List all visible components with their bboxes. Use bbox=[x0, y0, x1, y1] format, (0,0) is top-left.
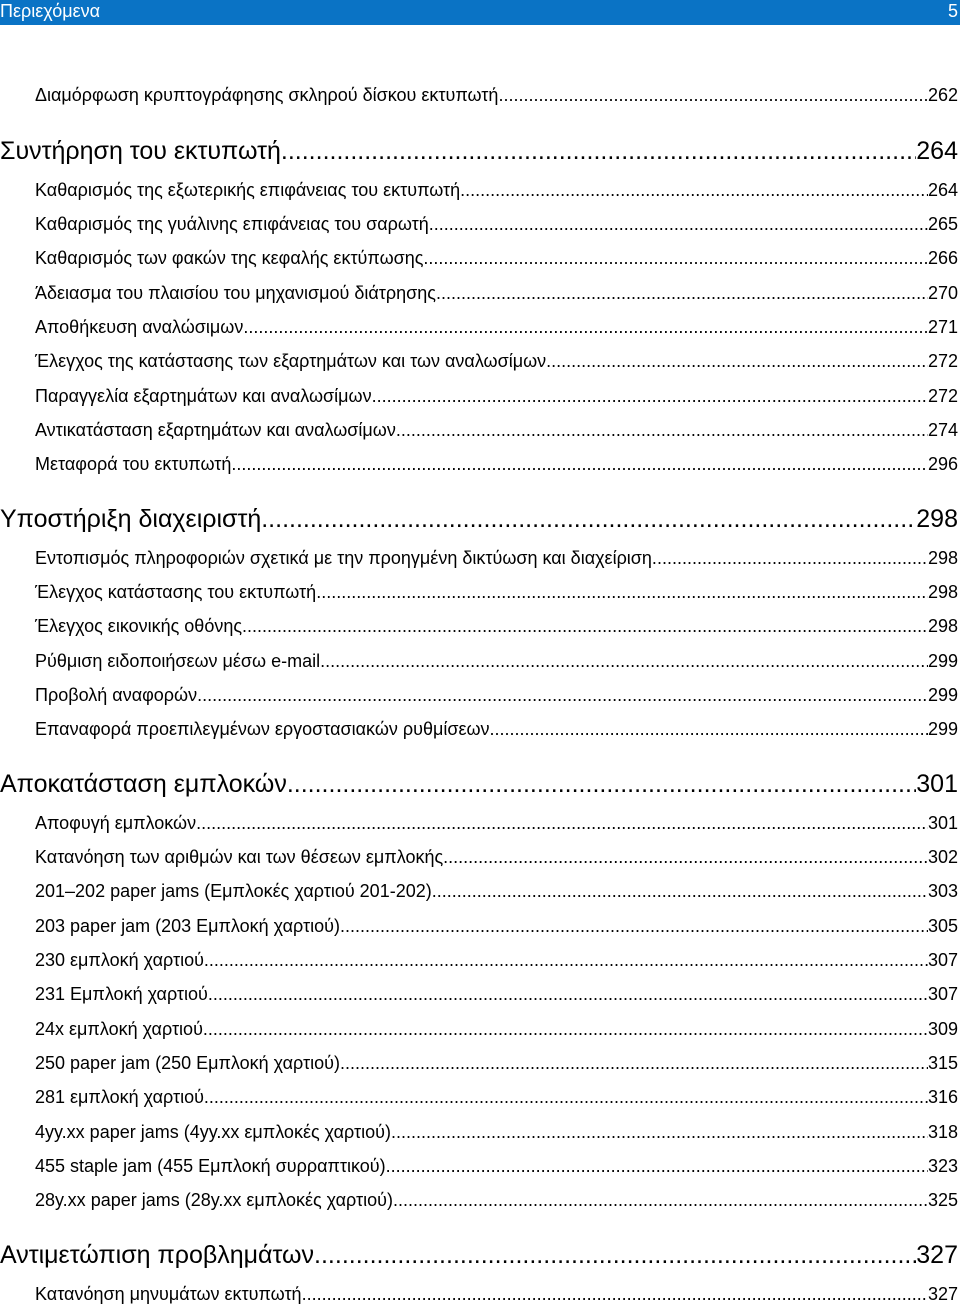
toc-label: 203 paper jam (203 Εμπλοκή χαρτιού) bbox=[35, 916, 340, 936]
toc-page-number: 266 bbox=[927, 248, 958, 268]
toc-page-number: 298 bbox=[927, 616, 958, 636]
toc-entry[interactable] bbox=[0, 420, 958, 441]
toc-entry[interactable] bbox=[0, 1053, 958, 1074]
toc-page-number: 305 bbox=[927, 916, 958, 936]
toc-label: Εντοπισμός πληροφοριών σχετικά με την προηγμένη δικτύωση και διαχείριση. bbox=[35, 548, 657, 568]
dot-leader bbox=[314, 1241, 916, 1270]
dot-leader bbox=[443, 847, 928, 868]
toc-label: 250 paper jam (250 Εμπλοκή χαρτιού) bbox=[35, 1053, 340, 1073]
toc-page-number: 316 bbox=[927, 1087, 958, 1107]
toc-page-number: 262 bbox=[927, 85, 958, 105]
dot-leader bbox=[203, 1019, 928, 1040]
toc-label: Διαμόρφωση κρυπτογράφησης σκληρού δίσκου εκτυπωτή bbox=[35, 85, 499, 105]
toc-label: Άδειασμα του πλαισίου του μηχανισμού διάτρησης bbox=[35, 283, 436, 303]
toc-page-number: 298 bbox=[927, 582, 958, 602]
toc-entry[interactable] bbox=[0, 582, 958, 603]
toc-page-number: 309 bbox=[927, 1019, 958, 1039]
toc-entry[interactable] bbox=[0, 1156, 958, 1177]
toc-label: Καθαρισμός της εξωτερικής επιφάνειας του εκτυπωτή bbox=[35, 180, 461, 200]
toc-entry[interactable] bbox=[0, 317, 958, 338]
toc-entry[interactable] bbox=[0, 881, 958, 902]
page-header bbox=[0, 0, 960, 25]
toc-entry[interactable] bbox=[0, 685, 958, 706]
toc-label: Έλεγχος κατάστασης του εκτυπωτή bbox=[35, 582, 317, 602]
toc-entry[interactable] bbox=[0, 916, 958, 937]
dot-leader bbox=[231, 454, 928, 475]
toc-entry[interactable] bbox=[0, 283, 958, 304]
toc-label: Καθαρισμός της γυάλινης επιφάνειας του σαρωτή bbox=[35, 214, 429, 234]
dot-leader bbox=[340, 916, 928, 937]
dot-leader bbox=[429, 214, 928, 235]
toc-label: 201–202 paper jams (Εμπλοκές χαρτιού 201-202) bbox=[35, 881, 432, 901]
toc-label: Υποστήριξη διαχειριστή bbox=[0, 505, 262, 533]
toc-page-number: 270 bbox=[927, 283, 958, 303]
toc-label: Συντήρηση του εκτυπωτή bbox=[0, 137, 281, 165]
dot-leader bbox=[393, 1190, 928, 1211]
toc-label: Αποθήκευση αναλώσιμων bbox=[35, 317, 244, 337]
toc-entry[interactable] bbox=[0, 651, 958, 672]
toc-entry[interactable] bbox=[0, 1190, 958, 1211]
dot-leader bbox=[281, 137, 916, 166]
toc-label: Κατανόηση των αριθμών και των θέσεων εμπλοκής bbox=[35, 847, 444, 867]
toc-entry[interactable] bbox=[0, 85, 958, 106]
dot-leader bbox=[302, 1284, 928, 1305]
dot-leader bbox=[243, 317, 928, 338]
dot-leader bbox=[432, 881, 928, 902]
dot-leader bbox=[460, 180, 928, 201]
toc-page-number: 301 bbox=[927, 813, 958, 833]
toc-page-number: 274 bbox=[927, 420, 958, 440]
toc-page-number: 299 bbox=[927, 685, 958, 705]
toc-page-number: 264 bbox=[927, 180, 958, 200]
dot-leader bbox=[204, 950, 928, 971]
dot-leader bbox=[208, 984, 928, 1005]
toc-entry[interactable] bbox=[0, 1284, 958, 1305]
toc-label: 281 εμπλοκή χαρτιού bbox=[35, 1087, 204, 1107]
toc-label: 24x εμπλοκή χαρτιού bbox=[35, 1019, 203, 1039]
toc-label: Μεταφορά του εκτυπωτή bbox=[35, 454, 232, 474]
toc-label: Προβολή αναφορών bbox=[35, 685, 198, 705]
toc-chapter[interactable] bbox=[0, 137, 958, 166]
dot-leader bbox=[546, 351, 928, 372]
toc-page-number: 265 bbox=[927, 214, 958, 234]
toc-page-number: 303 bbox=[927, 881, 958, 901]
header-title: Περιεχόμενα bbox=[0, 1, 101, 21]
toc-entry[interactable] bbox=[0, 616, 958, 637]
dot-leader bbox=[490, 719, 928, 740]
toc-entry[interactable] bbox=[0, 180, 958, 201]
toc-entry[interactable] bbox=[0, 950, 958, 971]
toc-label: 4yy.xx paper jams (4yy.xx εμπλοκές χαρτιού) bbox=[35, 1122, 391, 1142]
toc-entry[interactable] bbox=[0, 548, 958, 569]
toc-label: Αποκατάσταση εμπλοκών bbox=[0, 770, 287, 798]
dot-leader bbox=[498, 85, 928, 106]
toc-label: Αντικατάσταση εξαρτημάτων και αναλωσίμων bbox=[35, 420, 396, 440]
toc-page-number: 323 bbox=[927, 1156, 958, 1176]
toc-label: Έλεγχος της κατάστασης των εξαρτημάτων και των αναλωσίμων bbox=[35, 351, 547, 371]
toc-label: 231 Εμπλοκή χαρτιού bbox=[35, 984, 208, 1004]
toc-entry[interactable] bbox=[0, 351, 958, 372]
dot-leader bbox=[386, 1156, 928, 1177]
dot-leader bbox=[423, 248, 928, 269]
dot-leader bbox=[320, 651, 928, 672]
dot-leader bbox=[340, 1053, 928, 1074]
toc-page-number: 299 bbox=[927, 719, 958, 739]
toc-page-number: 298 bbox=[927, 548, 958, 568]
toc-entry[interactable] bbox=[0, 248, 958, 269]
dot-leader bbox=[204, 1087, 928, 1108]
toc-page-number: 327 bbox=[927, 1284, 958, 1304]
header-page-number: 5 bbox=[947, 1, 958, 21]
toc-label: Επαναφορά προεπιλεγμένων εργοστασιακών ρυθμίσεων bbox=[35, 719, 490, 739]
toc-chapter[interactable] bbox=[0, 770, 958, 799]
toc-label: Κατανόηση μηνυμάτων εκτυπωτή bbox=[35, 1284, 302, 1304]
toc-entry[interactable] bbox=[0, 214, 958, 235]
toc-entry[interactable] bbox=[0, 1122, 958, 1143]
toc-entry[interactable] bbox=[0, 454, 958, 475]
toc-page-number: 325 bbox=[927, 1190, 958, 1210]
toc-page-number: 315 bbox=[927, 1053, 958, 1073]
toc-label: 28y.xx paper jams (28y.xx εμπλοκές χαρτιού) bbox=[35, 1190, 393, 1210]
toc-page-number: 307 bbox=[927, 984, 958, 1004]
dot-leader bbox=[436, 283, 928, 304]
toc-entry[interactable] bbox=[0, 1087, 958, 1108]
toc-label: Καθαρισμός των φακών της κεφαλής εκτύπωσης bbox=[35, 248, 424, 268]
toc-page-number: 327 bbox=[916, 1241, 958, 1269]
toc-entry[interactable] bbox=[0, 719, 958, 740]
toc-page-number: 264 bbox=[916, 137, 958, 165]
dot-leader bbox=[391, 1122, 928, 1143]
toc-page-number: 299 bbox=[927, 651, 958, 671]
toc-entry[interactable] bbox=[0, 847, 958, 868]
toc-label: Αντιμετώπιση προβλημάτων bbox=[0, 1241, 315, 1269]
toc-page-number: 272 bbox=[927, 351, 958, 371]
toc-page-number: 302 bbox=[927, 847, 958, 867]
toc-page-number: 307 bbox=[927, 950, 958, 970]
dot-leader bbox=[197, 685, 928, 706]
toc-label: Αποφυγή εμπλοκών bbox=[35, 813, 197, 833]
toc-label: 230 εμπλοκή χαρτιού bbox=[35, 950, 204, 970]
toc-page-number: 296 bbox=[927, 454, 958, 474]
dot-leader bbox=[657, 548, 928, 569]
dot-leader bbox=[242, 616, 928, 637]
toc-label: Παραγγελία εξαρτημάτων και αναλωσίμων bbox=[35, 386, 372, 406]
toc-entry[interactable] bbox=[0, 984, 958, 1005]
toc-page-number: 318 bbox=[927, 1122, 958, 1142]
toc-page-number: 298 bbox=[916, 505, 958, 533]
toc-entry[interactable] bbox=[0, 813, 958, 834]
dot-leader bbox=[396, 420, 928, 441]
toc-label: Έλεγχος εικονικής οθόνης bbox=[35, 616, 243, 636]
toc-label: 455 staple jam (455 Εμπλοκή συρραπτικού) bbox=[35, 1156, 386, 1176]
toc-entry[interactable] bbox=[0, 386, 958, 407]
dot-leader bbox=[261, 505, 916, 534]
toc-chapter[interactable] bbox=[0, 505, 958, 534]
toc-page-number: 272 bbox=[927, 386, 958, 406]
toc-entry[interactable] bbox=[0, 1019, 958, 1040]
dot-leader bbox=[196, 813, 928, 834]
toc-page-number: 271 bbox=[927, 317, 958, 337]
dot-leader bbox=[372, 386, 928, 407]
dot-leader bbox=[316, 582, 928, 603]
dot-leader bbox=[287, 770, 916, 799]
toc-chapter[interactable] bbox=[0, 1241, 958, 1270]
toc-label: Ρύθμιση ειδοποιήσεων μέσω e-mail bbox=[35, 651, 321, 671]
toc-page-number: 301 bbox=[916, 770, 958, 798]
